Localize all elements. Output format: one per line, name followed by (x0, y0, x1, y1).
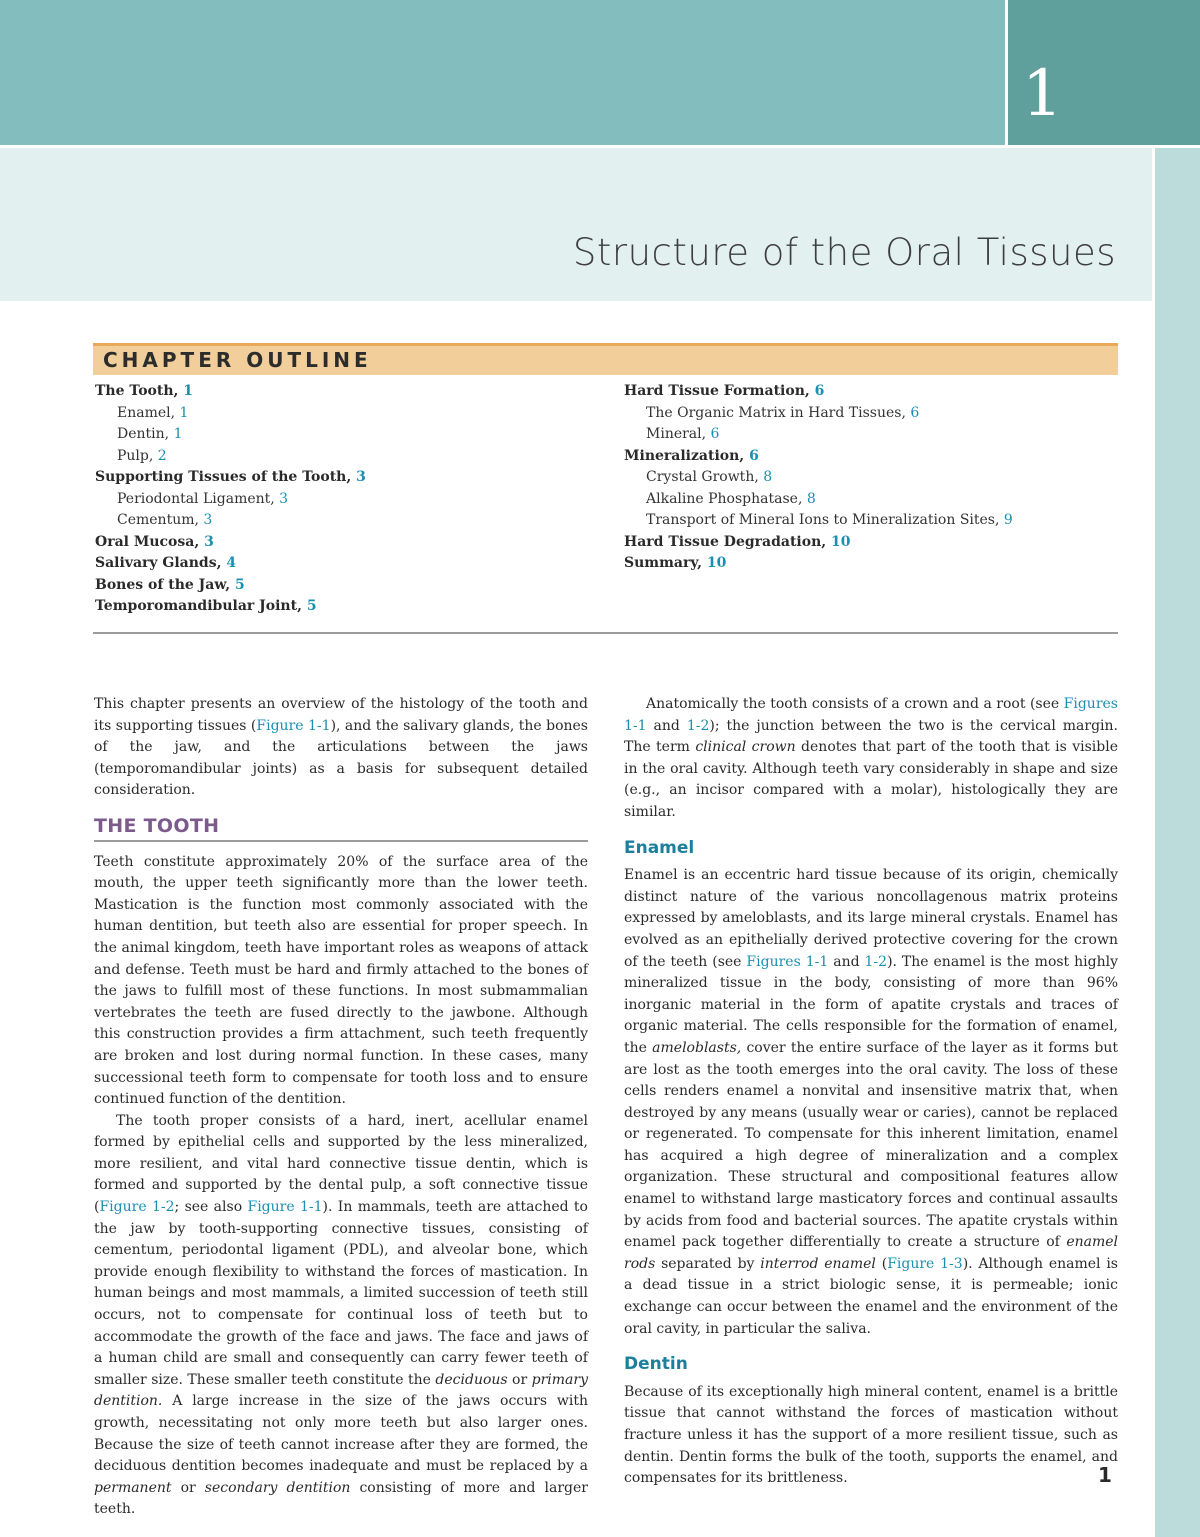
outline-item-page[interactable]: 6 (814, 383, 825, 399)
outline-item[interactable] (95, 446, 366, 468)
chapter-outline-heading (93, 343, 1118, 375)
tooth-paragraph-1: Teeth constitute approximately 20% of the surface area of the mouth, the upper teeth significantly more than the lower teeth. Mastication is the function most commonly associated with the human dentition, but teeth also are essential for proper speech. In the animal kingdom, teeth have important roles as weapons of attack and defense. Teeth must be hard and firmly attached to the bones of the jaws to fulfill most of these functions. In most submammalian vertebrates the teeth are fused directly to the jawbone. Although this construction provides a firm attachment, such teeth frequently are broken and lost during normal function. In these cases, many successional teeth form to compensate for tooth loss and to ensure continued function of the dentition. (94, 853, 588, 1108)
outline-left-column (95, 381, 366, 618)
outline-item-label: Cementum, (117, 512, 199, 528)
outline-item[interactable] (95, 403, 366, 425)
outline-item-page[interactable]: 3 (279, 490, 289, 507)
outline-item-label: Oral Mucosa, (95, 533, 200, 550)
section-heading-the-tooth: THE TOOTH (94, 816, 588, 842)
outline-item-label: Hard Tissue Formation, (624, 383, 810, 399)
body-left-column (94, 694, 588, 1521)
outline-item-page[interactable]: 5 (235, 576, 245, 593)
outline-item-label: The Organic Matrix in Hard Tissues, (646, 404, 906, 421)
outline-item-page[interactable]: 6 (749, 447, 759, 464)
outline-item-label: The Tooth, (95, 383, 179, 399)
title-band (0, 148, 1152, 301)
outline-item-page[interactable]: 3 (203, 512, 213, 528)
outline-item-label: Summary, (624, 555, 703, 571)
outline-item-page[interactable]: 8 (806, 490, 816, 507)
header-band (0, 0, 1005, 145)
enamel-paragraph: Enamel is an eccentric hard tissue because of its origin, chemically distinct nature of the various noncollagenous matrix proteins expressed by ameloblasts, and its large mineral crystals. Enamel has evolved as an epithelially derived protective covering for the crown of the teeth (see Figures 1-1 and 1-2). The enamel is the most highly mineralized tissue in the body, consisting of more than 96% inorganic material in the form of apatite crystals and traces of organic material. The cells responsible for the formation of enamel, the ameloblasts, cover the entire surface of the layer as it forms but are lost as the tooth emerges into the oral cavity. The loss of these cells renders enamel a nonvital and insensitive matrix that, when destroyed by any means (usually wear or caries), cannot be replaced or regenerated. To compensate for this inherent limitation, enamel has acquired a high degree of mineralization and a complex organization. These structural and compositional features allow enamel to withstand large masticatory forces and continual assaults by acids from food and bacterial sources. The apatite crystals within enamel pack together differentially to create a structure of enamel rods separated by interrod enamel (Figure 1-3). Although enamel is a dead tissue in a strict biologic sense, it is permeable; ionic exchange can occur between the enamel and the environment of the oral cavity, in particular the saliva. (624, 867, 1119, 1337)
figure-link[interactable]: Figures 1-1 (746, 953, 829, 970)
anatomy-paragraph: Anatomically the tooth consists of a crown and a root (see Figures 1-1 and 1-2); the junction between the two is the cervical margin. The term clinical crown denotes that part of the tooth that is visible in the oral cavity. Although teeth vary considerably in shape and size (e.g., an incisor compared with a molar), histologically they are similar. (624, 696, 1119, 820)
outline-item-page[interactable]: 3 (356, 469, 366, 485)
outline-item-page[interactable]: 5 (306, 598, 317, 614)
outline-item[interactable] (624, 532, 1013, 554)
outline-item-page[interactable]: 3 (204, 533, 214, 550)
outline-item-page[interactable]: 6 (910, 404, 920, 421)
figure-link[interactable]: Figure 1-1 (256, 717, 331, 734)
outline-item-label: Mineral, (646, 426, 707, 442)
outline-item[interactable] (624, 553, 1013, 575)
figure-link[interactable]: 1-2 (686, 717, 710, 734)
outline-item-label: Pulp, (117, 447, 154, 464)
outline-item-page[interactable]: 1 (179, 404, 189, 421)
tooth-paragraph-2: The tooth proper consists of a hard, inert, acellular enamel formed by epithelial cells and supported by the less mineralized, more resilient, and vital hard connective tissue dentin, which is formed and supported by the dental pulp, a soft connective tissue (Figure 1-2; see also Figure 1-1). In mammals, teeth are attached to the jaw by tooth-supporting connective tissues, consisting of cementum, periodontal ligament (PDL), and alveolar bone, which provide enough flexibility to withstand the forces of mastication. In human beings and most mammals, a limited succession of teeth still occurs, not to compensate for continual loss of teeth but to accommodate the growth of the face and jaws. The face and jaws of a human child are small and consequently can carry fewer teeth of smaller size. These smaller teeth constitute the deciduous or primary dentition. A large increase in the size of the jaws occurs with growth, necessitating not only more teeth but also larger ones. Because the size of teeth cannot increase after they are formed, the deciduous dentition becomes inadequate and must be replaced by a permanent or secondary dentition consisting of more and larger teeth. (94, 1112, 588, 1518)
outline-item-page[interactable]: 2 (157, 447, 167, 464)
outline-item[interactable] (624, 403, 1013, 425)
figure-link[interactable]: Figure 1-3 (887, 1255, 963, 1272)
outline-item-label: Temporomandibular Joint, (95, 598, 302, 614)
outline-item-label: Periodontal Ligament, (117, 490, 275, 507)
outline-item-label: Mineralization, (624, 447, 745, 464)
outline-item-label: Supporting Tissues of the Tooth, (95, 469, 352, 485)
outline-item-page[interactable]: 4 (226, 555, 237, 571)
outline-item[interactable] (624, 510, 1013, 532)
chapter-number: 1 (1022, 57, 1063, 131)
chapter-outline-label: CHAPTER OUTLINE (103, 348, 372, 372)
outline-item[interactable] (95, 489, 366, 511)
outline-item[interactable] (95, 553, 366, 575)
outline-item-label: Bones of the Jaw, (95, 576, 231, 593)
outline-item-label: Transport of Mineral Ions to Mineralization Sites, (646, 512, 1000, 528)
side-strip (1155, 148, 1200, 1537)
outline-item[interactable] (624, 381, 1013, 403)
outline-item-label: Enamel, (117, 404, 176, 421)
outline-item[interactable] (95, 424, 366, 446)
outline-item-label: Salivary Glands, (95, 555, 222, 571)
outline-item[interactable] (95, 532, 366, 554)
dentin-paragraph: Because of its exceptionally high mineral content, enamel is a brittle tissue that cannot withstand the forces of mastication without fracture unless it has the support of a more resilient tissue, such as dentin. Dentin forms the bulk of the tooth, supports the enamel, and compensates for its brittleness. (624, 1383, 1118, 1487)
outline-item[interactable] (95, 381, 366, 403)
outline-item[interactable] (624, 424, 1013, 446)
chapter-title: Structure of the Oral Tissues (572, 231, 1116, 274)
section-heading-dentin: Dentin (624, 1354, 688, 1375)
outline-divider (93, 632, 1118, 634)
figure-link[interactable]: Figure 1-1 (247, 1199, 323, 1216)
outline-item-label: Alkaline Phosphatase, (646, 490, 803, 507)
outline-item[interactable] (624, 467, 1013, 489)
outline-item-page[interactable]: 10 (831, 533, 851, 550)
outline-item-page[interactable]: 6 (710, 426, 720, 442)
outline-item[interactable] (95, 596, 366, 618)
intro-paragraph: This chapter presents an overview of the histology of the tooth and its supporting tissues (Figure 1-1), and the salivary glands, the bones of the jaw, and the articulations between the jaws (temporomandibular joints) as a basis for subsequent detailed consideration. (94, 696, 588, 799)
outline-right-column (624, 381, 1013, 575)
outline-item-page[interactable]: 1 (173, 426, 183, 442)
outline-item-label: Dentin, (117, 426, 170, 442)
outline-item-page[interactable]: 9 (1003, 512, 1013, 528)
page-number: 1 (1098, 1463, 1112, 1487)
figure-link[interactable]: Figure 1-2 (99, 1199, 175, 1216)
body-right-column (624, 694, 1118, 1490)
outline-item-page[interactable]: 10 (706, 555, 727, 571)
outline-item[interactable] (624, 489, 1013, 511)
outline-item-label: Crystal Growth, (646, 469, 759, 485)
outline-item[interactable] (95, 510, 366, 532)
outline-item-label: Hard Tissue Degradation, (624, 533, 827, 550)
outline-item[interactable] (95, 467, 366, 489)
outline-item-page[interactable]: 1 (183, 383, 194, 399)
figure-link[interactable]: Figures 1-1 (624, 696, 1118, 734)
figure-link[interactable]: 1-2 (864, 953, 888, 970)
outline-item[interactable] (624, 446, 1013, 468)
outline-item[interactable] (95, 575, 366, 597)
section-heading-enamel: Enamel (624, 837, 695, 858)
outline-item-page[interactable]: 8 (763, 469, 773, 485)
